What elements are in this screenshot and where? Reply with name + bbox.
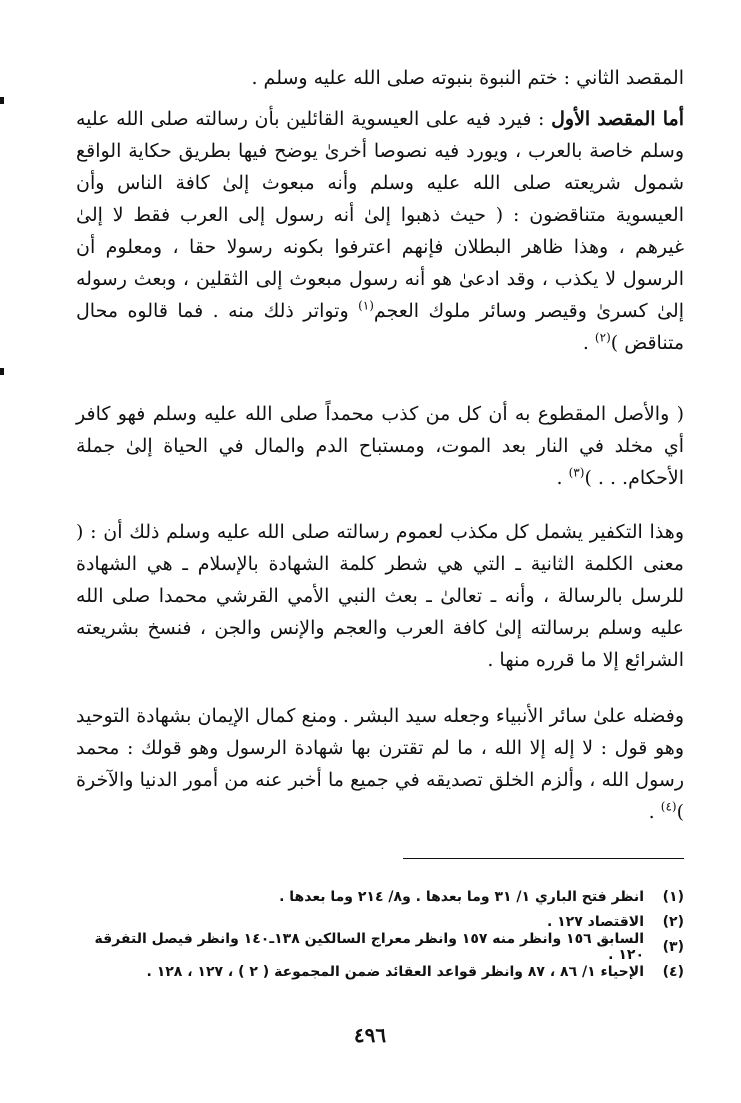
footnote-text: السابق ١٥٦ وانظر منه ١٥٧ وانظر معراج السالكين ١٣٨ـ١٤٠ وانظر فيصل التفرقة ١٢٠ . bbox=[94, 930, 644, 963]
heading-line-block bbox=[76, 62, 684, 94]
edge-mark bbox=[0, 368, 4, 375]
footnote-ref: (١) bbox=[358, 298, 374, 313]
paragraph-text: : فيرد فيه على العيسوية القائلين بأن رسالته صلى الله عليه وسلم خاصة بالعرب ، ويورد فيه نصوصا أخرىٰ يوضح فيها بطريق حكاية الواقع شمول شريعته صلى الله عليه وسلم وأنه مبعوث إلىٰ كافة الناس وأن العيسوية متناقضون : ( حيث ذهبوا إلىٰ أنه رسول إلى العرب فقط لا إلىٰ غيرهم ، وهذا ظاهر البطلان فإنهم اعترفوا بكونه رسولا حقا ، ومعلوم أن الرسول لا يكذب ، وقد ادعىٰ هو أنه رسول مبعوث إلى الثقلين ، وبعث رسوله إلىٰ كسرىٰ وقيصر وسائر ملوك العجم bbox=[76, 108, 684, 322]
paragraph-end: . bbox=[556, 467, 569, 489]
paragraph-3 bbox=[76, 516, 684, 676]
edge-mark bbox=[0, 97, 4, 104]
footnote-item bbox=[76, 884, 684, 909]
footnote-text: انظر فتح الباري ١/ ٣١ وما بعدها . و٨/ ٢١٤ وما بعدها . bbox=[279, 888, 644, 905]
footnote-ref: (٣) bbox=[568, 465, 585, 480]
footnote-number: (٢) bbox=[662, 913, 684, 930]
paragraph-text: وهذا التكفير يشمل كل مكذب لعموم رسالته صلى الله عليه وسلم ذلك أن : ( معنى الكلمة الثانية ـ التي هي شطر كلمة الشهادة بالإسلام ـ هي الشهادة للرسل بالرسالة ، وأنه ـ تعالىٰ ـ بعث النبي الأمي القرشي محمدا صلى الله عليه وسلم برسالته إلىٰ كافة العرب والعجم والإنس والجن ، فنسخ بشريعته الشرائع إلا ما قرره منها . bbox=[76, 521, 684, 671]
paragraph-text: ( والأصل المقطوع به أن كل من كذب محمداً صلى الله عليه وسلم فهو كافر أي مخلد في النار بعد الموت، ومستباح الدم والمال في الحياة إلىٰ جملة الأحكام. . . ) bbox=[76, 403, 684, 489]
paragraph-text: وتواتر ذلك منه . فما قالوه محال متناقض ) bbox=[76, 300, 684, 354]
footnotes bbox=[76, 884, 684, 984]
footnote-divider bbox=[403, 858, 684, 859]
footnote-ref: (٢) bbox=[594, 330, 611, 345]
footnote-text: الاقتصاد ١٢٧ . bbox=[546, 913, 644, 930]
paragraph-text: وفضله علىٰ سائر الأنبياء وجعله سيد البشر . ومنع كمال الإيمان بشهادة التوحيد وهو قول : لا إله إلا الله ، ما لم تقترن بها شهادة الرسول وهو قولك : محمد رسول الله ، وألزم الخلق تصديقه في جميع ما أخبر عنه من أمور الدنيا والآخرة ) bbox=[76, 705, 684, 823]
footnote-number: (١) bbox=[662, 888, 684, 905]
footnote-item bbox=[76, 930, 684, 963]
page-number: ٤٩٦ bbox=[353, 1023, 387, 1047]
footnote-text: الإحياء ١/ ٨٦ ، ٨٧ وانظر قواعد العقائد ضمن المجموعة ( ٢ ) ، ١٢٧ ، ١٢٨ . bbox=[146, 963, 644, 980]
footnote-number: (٤) bbox=[662, 963, 684, 980]
paragraph-end: . bbox=[648, 801, 661, 823]
heading-line: المقصد الثاني : ختم النبوة بنبوته صلى الله عليه وسلم . bbox=[251, 67, 684, 89]
paragraph-2 bbox=[76, 398, 684, 494]
footnote-number: (٣) bbox=[662, 938, 684, 955]
footnote-ref: (٤) bbox=[660, 799, 677, 814]
paragraph-end: . bbox=[582, 332, 595, 354]
paragraph-1 bbox=[76, 103, 684, 359]
paragraph-lead: أما المقصد الأول bbox=[551, 108, 684, 130]
paragraph-4 bbox=[76, 700, 684, 828]
footnote-item bbox=[76, 959, 684, 984]
